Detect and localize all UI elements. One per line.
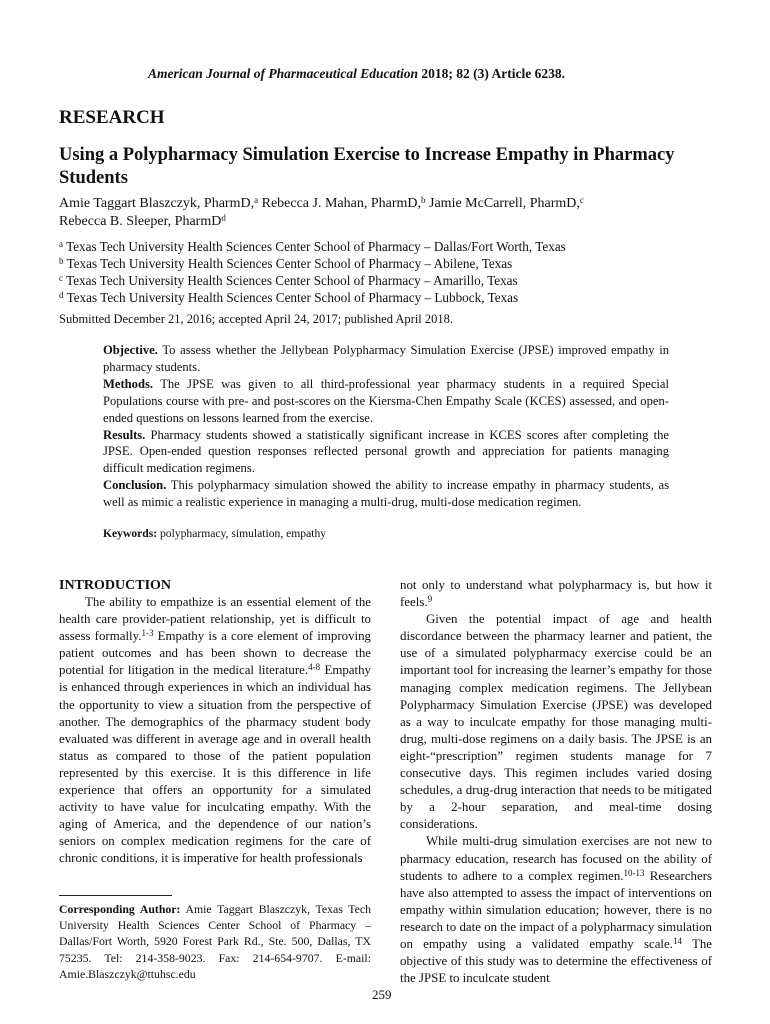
abstract-conclusion [103, 477, 669, 511]
author-name: Jamie McCarrell, PharmD, [429, 196, 580, 211]
abstract-results [103, 427, 669, 478]
author-name: Rebecca J. Mahan, PharmD, [261, 196, 422, 211]
keywords-label: Keywords: [103, 527, 158, 540]
download-watermark [11, 215, 27, 785]
body-column-right [400, 577, 712, 987]
abstract-methods [103, 376, 669, 427]
affiliation-list [59, 238, 699, 306]
journal-citation: 2018; 82 (3) Article 6238. [418, 66, 565, 81]
intro-paragraph-1 [59, 594, 371, 868]
abstract [103, 342, 669, 511]
results-text: Pharmacy students showed a statistically significant increase in KCES scores after completing the JPSE. Open-ended question responses reflected personal growth and appreciation for patients managing difficult medication regimens. [103, 427, 669, 476]
author-mark: a [254, 195, 259, 205]
footnote-divider [59, 895, 172, 896]
paragraph-text: Researchers have also attempted to assess the impact of interventions on empathy within simulation education; however, there is no research to date on the impact of a polypharmacy simulation on empathy using a validated empathy scale. [400, 868, 712, 951]
affiliation [59, 255, 699, 272]
intro-paragraph-3 [400, 833, 712, 987]
affiliation-text: Texas Tech University Health Sciences Center School of Pharmacy – Dallas/Fort Worth, Texas [66, 239, 566, 254]
journal-header [148, 66, 565, 82]
methods-text: The JPSE was given to all third-professional year pharmacy students in a required Special Populations course with pre- and post-scores on the Kiersma-Chen Empathy Scale (KCES) assessed, and open-ended questions on lessons learned from the exercise. [103, 376, 669, 425]
corresponding-label: Corresponding Author: [59, 902, 181, 916]
author-mark: d [221, 213, 226, 223]
affiliation-text: Texas Tech University Health Sciences Center School of Pharmacy – Lubbock, Texas [66, 290, 519, 305]
affiliation [59, 272, 699, 289]
affiliation-mark: d [59, 290, 64, 300]
section-label: RESEARCH [59, 107, 165, 128]
author-name: Rebecca B. Sleeper, PharmD [59, 214, 222, 229]
abstract-objective [103, 342, 669, 376]
corresponding-author-note [59, 901, 371, 982]
affiliation [59, 238, 699, 255]
corresponding-text: Amie Taggart Blaszczyk, Texas Tech University Health Sciences Center School of Pharmacy – Dallas/Fort Worth, 5920 Forest Park Rd., Ste. 500, Dallas, TX 75235. Tel: 214-358-9023. Fax: 214-654-9707. E-mail: Amie.Blaszczyk@ttuhsc.edu [59, 902, 371, 981]
citation-ref: 1-3 [141, 628, 154, 639]
paragraph-text: The ability to empathize is an essential element of the health care provider-patient relationship, yet is difficult to assess formally. [59, 595, 371, 644]
journal-name: American Journal of Pharmaceutical Education [148, 66, 419, 81]
submission-dates: Submitted December 21, 2016; accepted April 24, 2017; published April 2018. [59, 312, 454, 326]
intro-paragraph-continued [400, 577, 712, 611]
article-title: Using a Polypharmacy Simulation Exercise to Increase Empathy in Pharmacy Students [59, 145, 675, 188]
citation-ref: 9 [427, 594, 433, 605]
methods-label: Methods. [103, 376, 154, 391]
page-number: 259 [372, 987, 392, 1002]
author-mark: c [579, 195, 584, 205]
keywords-text: polypharmacy, simulation, empathy [157, 527, 327, 540]
affiliation-mark: b [59, 256, 64, 266]
paragraph-text: The objective of this study was to determine the effectiveness of the JPSE to inculcate student [400, 936, 712, 986]
citation-ref: 10-13 [623, 867, 645, 878]
objective-text: To assess whether the Jellybean Polypharmacy Simulation Exercise (JPSE) improved empathy in pharmacy students. [103, 343, 669, 374]
affiliation-text: Texas Tech University Health Sciences Center School of Pharmacy – Amarillo, Texas [66, 273, 518, 288]
introduction-heading: INTRODUCTION [59, 578, 172, 593]
author-list [59, 195, 699, 231]
paragraph-text: Empathy is a core element of improving patient outcomes and has been shown to decrease the potential for litigation in the medical literature. [59, 629, 371, 678]
paragraph-text: not only to understand what polypharmacy is, but how it feels. [400, 578, 712, 610]
objective-label: Objective. [103, 343, 158, 357]
affiliation [59, 289, 699, 306]
author-mark: b [421, 195, 426, 205]
citation-ref: 4-8 [308, 662, 321, 673]
conclusion-label: Conclusion. [103, 478, 167, 493]
affiliation-text: Texas Tech University Health Sciences Center School of Pharmacy – Abilene, Texas [66, 256, 513, 271]
keywords [103, 527, 326, 540]
author-name: Amie Taggart Blaszczyk, PharmD, [59, 196, 255, 211]
body-column-left [59, 577, 371, 868]
conclusion-text: This polypharmacy simulation showed the ability to increase empathy in pharmacy students, as well as mimic a realistic experience in managing a multi-drug, multi-dose medication regimen. [103, 478, 669, 510]
affiliation-mark: a [59, 239, 63, 249]
citation-ref: 14 [672, 935, 682, 946]
intro-paragraph-2: Given the potential impact of age and health discordance between the pharmacy learner and patient, the use of a simulated polypharmacy exercise could be an important tool for increasing the learner’s empathy for those managing complex medication regimens. The Jellybean Polypharmacy Simulation Exercise (JPSE) was developed as a way to inculcate empathy for those managing multi-drug, multi-dose regimens on a daily basis. The JPSE is an eight-“prescription” regimen students manage for 7 consecutive days. This regimen includes varied dosing schedules, a drug-drug interaction that needs to be mitigated by a 2-hour separation, and meal-time dosing considerations. [400, 612, 712, 832]
affiliation-mark: c [59, 273, 63, 283]
paragraph-text: While multi-drug simulation exercises are not new to pharmacy education, research has focused on the ability of students to adhere to a complex regimen. [400, 834, 712, 883]
paragraph-text: Empathy is enhanced through experiences in which an individual has the opportunity to view a situation from the perspective of another. The demographics of the pharmacy student body evaluated was different in average age and in overall health status as compared to those of the patient population represented by this exercise. It is this difference in life experience that offers an opportunity for a simulated activity to have value for inculcating empathy. With the aging of America, and the dependence of our nation’s seniors on complex medication regimens for the care of chronic conditions, it is imperative for health professionals [59, 663, 371, 866]
results-label: Results. [103, 427, 146, 442]
